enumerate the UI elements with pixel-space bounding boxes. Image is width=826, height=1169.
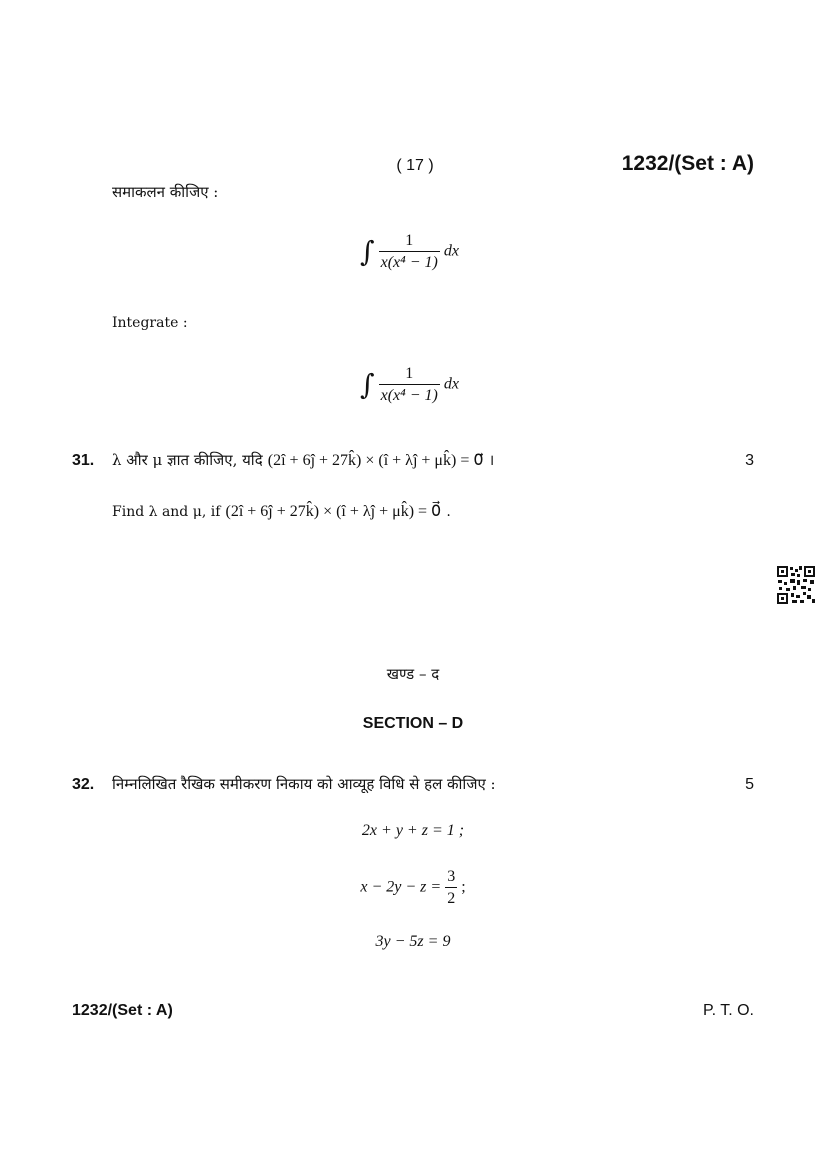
- q32-eq2-numerator: 3: [447, 868, 456, 885]
- q31-hindi-end: ।: [488, 451, 495, 469]
- q31-equation-hindi: (2î + 6ĵ + 27k̂) × (î + λĵ + μk̂) = 0⃗: [267, 452, 484, 469]
- question-number-32: 32.: [72, 776, 95, 793]
- q31-english-end: .: [446, 504, 451, 520]
- q31-english-line: [112, 501, 451, 521]
- q32-marks: 5: [745, 776, 754, 793]
- differential: dx: [443, 242, 459, 260]
- integrand-denominator: x(x⁴ − 1): [379, 251, 440, 272]
- q31-marks: 3: [745, 452, 754, 469]
- page-number: ( 17 ): [396, 157, 434, 174]
- section-title-english: SECTION – D: [362, 715, 464, 732]
- q32-hindi-text: निम्नलिखित रैखिक समीकरण निकाय को आव्यूह विधि से हल कीजिए :: [112, 775, 496, 793]
- question-number-31: 31.: [72, 452, 95, 469]
- q32-eq2-lhs: x − 2y − z =: [360, 878, 442, 896]
- section-title-hindi: खण्ड – द: [386, 665, 440, 683]
- integrand-numerator: 1: [405, 232, 414, 249]
- q32-eq2-end: ;: [461, 878, 466, 896]
- q32-equation-2: [0, 868, 826, 907]
- q31-equation-english: (2î + 6ĵ + 27k̂) × (î + λĵ + μk̂) = 0⃗: [225, 503, 442, 520]
- q32-equation-3: 3y − 5z = 9: [375, 933, 451, 950]
- pto-label: P. T. O.: [703, 1002, 754, 1019]
- q32-equation-1: 2x + y + z = 1 ;: [361, 822, 465, 839]
- integrand-fraction: [379, 232, 440, 271]
- q31-hindi-text: λ और μ ज्ञात कीजिए, यदि: [112, 451, 263, 469]
- integrand-fraction: [379, 365, 440, 404]
- q31-english-text: Find λ and μ, if: [112, 504, 221, 520]
- q32-eq2-denominator: 2: [445, 887, 457, 908]
- q30-integral-hindi: [360, 232, 459, 271]
- q30-english-prompt: Integrate :: [112, 315, 188, 331]
- integrand-denominator: x(x⁴ − 1): [379, 384, 440, 405]
- paper-code-footer: 1232/(Set : A): [72, 1002, 173, 1019]
- q32-eq2-fraction: [445, 868, 457, 907]
- integral-sign: ∫: [360, 368, 375, 402]
- integrand-numerator: 1: [405, 365, 414, 382]
- integral-sign: ∫: [360, 235, 375, 269]
- q30-hindi-prompt: समाकलन कीजिए :: [112, 183, 219, 201]
- q30-integral-english: [360, 365, 459, 404]
- qr-code-icon: [776, 565, 816, 605]
- differential: dx: [443, 375, 459, 393]
- q31-hindi-line: [112, 450, 494, 470]
- paper-code-header: 1232/(Set : A): [621, 152, 754, 175]
